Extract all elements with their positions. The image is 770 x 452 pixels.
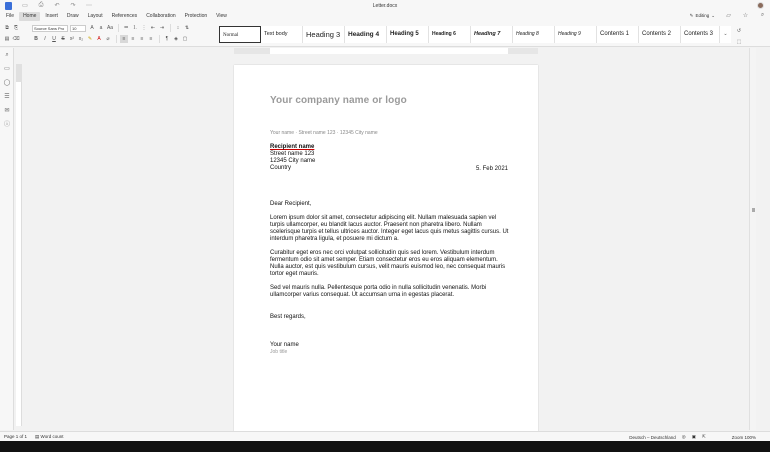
menu-home[interactable]: Home	[19, 12, 40, 21]
increase-indent-icon[interactable]: ⇥	[159, 25, 165, 31]
language-select[interactable]: Deutsch – Deutschland	[629, 434, 676, 440]
search-icon[interactable]: ⌕	[760, 12, 765, 18]
letter-date: 5. Feb 2021	[475, 166, 508, 172]
copy-icon[interactable]: ⧉	[5, 25, 9, 31]
recipient-country: Country	[270, 165, 292, 171]
recipient-street: Street name 123	[270, 151, 315, 157]
font-color-icon[interactable]: A	[97, 36, 101, 42]
closing: Best regards,	[270, 314, 306, 320]
undo-icon[interactable]: ↶	[54, 3, 60, 9]
italic-icon[interactable]: I	[44, 36, 46, 42]
menu-insert[interactable]: Insert	[45, 12, 58, 19]
document-page[interactable]	[234, 65, 538, 435]
open-folder-icon[interactable]: ▱	[726, 13, 731, 19]
clear-format-icon[interactable]: ⌀	[106, 36, 110, 42]
taskbar-strip	[0, 441, 770, 452]
style-heading-3[interactable]: Heading 3	[303, 26, 345, 43]
change-case-icon[interactable]: Aa	[106, 25, 114, 31]
style-contents-1[interactable]: Contents 1	[597, 26, 639, 43]
recipient-city: 12345 City name	[270, 158, 316, 164]
style-heading-9[interactable]: Heading 9	[555, 26, 597, 43]
paragraph: Lorem ipsum dolor sit amet, consectetur adipiscing elit. Nullam malesuada sapien vel turpis ullamcorper, eu blandit lacus auctor. Praesent non pharetra libero. Nullam scelerisque turpis et tellus ultrices auctor. Integer eget lacus quis metus sagittis cursus. Ut interdum pharetra ligula, et posuere mi dictum a.	[270, 215, 509, 242]
about-icon[interactable]: ⓘ	[3, 122, 10, 128]
menu-draw[interactable]: Draw	[66, 12, 79, 19]
align-right-icon[interactable]: ≡	[140, 36, 144, 42]
paste-icon[interactable]: ▤	[4, 36, 10, 42]
recipient-block	[270, 144, 510, 172]
company-name: Your company name or logo	[270, 95, 407, 106]
horizontal-ruler[interactable]	[234, 48, 538, 54]
sender-line: Your name · Street name 123 · 12345 City name	[270, 130, 378, 136]
multilevel-list-icon[interactable]: ⋮	[141, 25, 147, 31]
more-icon[interactable]: ⋯	[86, 3, 92, 9]
menu-references[interactable]: References	[111, 12, 138, 19]
spellcheck-icon[interactable]: ◎	[681, 434, 686, 439]
style-heading-4[interactable]: Heading 4	[345, 26, 387, 43]
signature-name: Your name	[270, 342, 299, 348]
menu-protection[interactable]: Protection	[184, 12, 208, 19]
subscript-icon[interactable]: x₂	[78, 36, 84, 42]
star-icon[interactable]: ☆	[742, 13, 749, 19]
decrease-font-icon[interactable]: a	[99, 25, 103, 31]
right-tools	[735, 27, 744, 46]
style-heading-6[interactable]: Heading 6	[429, 26, 471, 43]
vertical-scrollbar[interactable]	[749, 48, 756, 430]
align-center-icon[interactable]: ≡	[131, 36, 135, 42]
chevron-down-icon: ⌄	[711, 12, 715, 18]
format-controls	[32, 35, 190, 43]
highlight-icon[interactable]: ✎	[87, 36, 93, 42]
separator	[116, 35, 117, 43]
style-heading-7[interactable]: Heading 7	[471, 26, 513, 43]
superscript-icon[interactable]: x²	[69, 36, 75, 42]
borders-icon[interactable]: ▢	[182, 36, 188, 42]
justify-icon[interactable]: ≡	[149, 36, 153, 42]
align-left-icon[interactable]: ≡	[120, 35, 128, 43]
fit-width-icon[interactable]: ⇱	[701, 434, 706, 439]
styles-expand-button[interactable]: ⌄	[719, 26, 731, 43]
style-contents-2[interactable]: Contents 2	[639, 26, 681, 43]
style-heading-8[interactable]: Heading 8	[513, 26, 555, 43]
chat-icon[interactable]: ◯	[3, 80, 11, 86]
feedback-icon[interactable]: ✉	[4, 108, 10, 114]
paste-format-icon[interactable]: ⎘	[13, 25, 18, 31]
avatar[interactable]	[757, 2, 764, 9]
scrollbar-thumb[interactable]	[752, 208, 755, 212]
page-indicator[interactable]: Page 1 of 1	[4, 434, 28, 439]
editing-mode-button[interactable]	[690, 13, 715, 19]
word-count-label: Word count	[40, 434, 64, 439]
track-changes-icon[interactable]: ▣	[691, 434, 696, 439]
sort-icon[interactable]: ⇅	[184, 25, 190, 31]
style-normal[interactable]: Normal	[219, 26, 261, 43]
menu-file[interactable]: File	[6, 12, 15, 19]
line-spacing-icon[interactable]: ↕	[176, 25, 180, 31]
menu-layout[interactable]: Layout	[87, 12, 103, 19]
separator	[170, 24, 171, 32]
underline-icon[interactable]: U	[52, 36, 56, 42]
style-gallery	[219, 26, 723, 43]
strikethrough-icon[interactable]: S	[61, 36, 65, 42]
bold-icon[interactable]: B	[34, 36, 38, 42]
paragraph: Curabitur eget eros nec orci volutpat sollicitudin quis sed lorem. Vestibulum interdum fermentum odio sit amet semper. Etiam consectetur eros eu eros aliquam elementum. Nulla auctor, est quis vestibulum cursus, velit mauris euismod leo, nec consequat mauris tortor eget mauris.	[270, 250, 506, 277]
font-family-select[interactable]: Source Sans Pro	[32, 25, 68, 32]
menu-view[interactable]: View	[216, 12, 227, 19]
signature-title: Job title	[270, 349, 288, 355]
navigation-icon[interactable]: ☰	[4, 94, 10, 100]
status-bar	[0, 431, 770, 441]
separator	[159, 35, 160, 43]
paragraph-mark-icon[interactable]: ¶	[165, 36, 169, 42]
recipient-name: Recipient name	[270, 144, 315, 150]
menu-bar	[0, 11, 770, 21]
shading-icon[interactable]: ◈	[174, 36, 178, 42]
format-painter-icon[interactable]: ⌫	[12, 36, 20, 42]
style-text-body[interactable]: Text body	[261, 26, 303, 43]
numbered-list-icon[interactable]: ⒈	[132, 25, 138, 31]
document-title: Letter.docx	[372, 3, 398, 9]
title-bar	[0, 0, 770, 11]
font-size-select[interactable]: 10	[70, 25, 86, 32]
font-controls	[32, 24, 192, 32]
save-icon[interactable]: ▭	[22, 3, 28, 9]
separator	[118, 24, 119, 32]
style-contents-3[interactable]: Contents 3	[681, 26, 723, 43]
decrease-indent-icon[interactable]: ⇤	[150, 25, 156, 31]
redo-icon[interactable]: ↷	[70, 3, 76, 9]
comments-icon[interactable]: ▭	[4, 66, 10, 72]
toolbar-row-1	[3, 24, 21, 32]
replace-icon[interactable]: ↺	[736, 28, 742, 34]
toolbar-row-2	[3, 35, 21, 43]
vertical-ruler[interactable]	[16, 64, 22, 426]
left-sidebar	[0, 48, 14, 430]
increase-font-icon[interactable]: A	[90, 25, 94, 31]
print-icon[interactable]: ⎙	[38, 2, 44, 8]
paragraph: Sed vel mauris nulla. Pellentesque porta odio in nulla sollicitudin venenatis. Morbi ullamcorper varius consequat. Ut accumsan urna in egestas placerat.	[270, 285, 487, 298]
menu-collaboration[interactable]: Collaboration	[146, 12, 176, 19]
word-count[interactable]: ▤ Word count	[35, 434, 64, 439]
pencil-icon: ✎	[689, 12, 694, 18]
salutation: Dear Recipient,	[270, 201, 312, 207]
zoom-level[interactable]: Zoom 100%	[731, 434, 756, 440]
toolbar	[0, 21, 770, 47]
bullet-list-icon[interactable]: ≔	[123, 25, 129, 31]
editing-label: Editing	[695, 13, 710, 18]
select-all-icon[interactable]: ⬚	[736, 39, 742, 45]
style-heading-5[interactable]: Heading 5	[387, 26, 429, 43]
search-icon[interactable]: ⌕	[5, 52, 9, 58]
